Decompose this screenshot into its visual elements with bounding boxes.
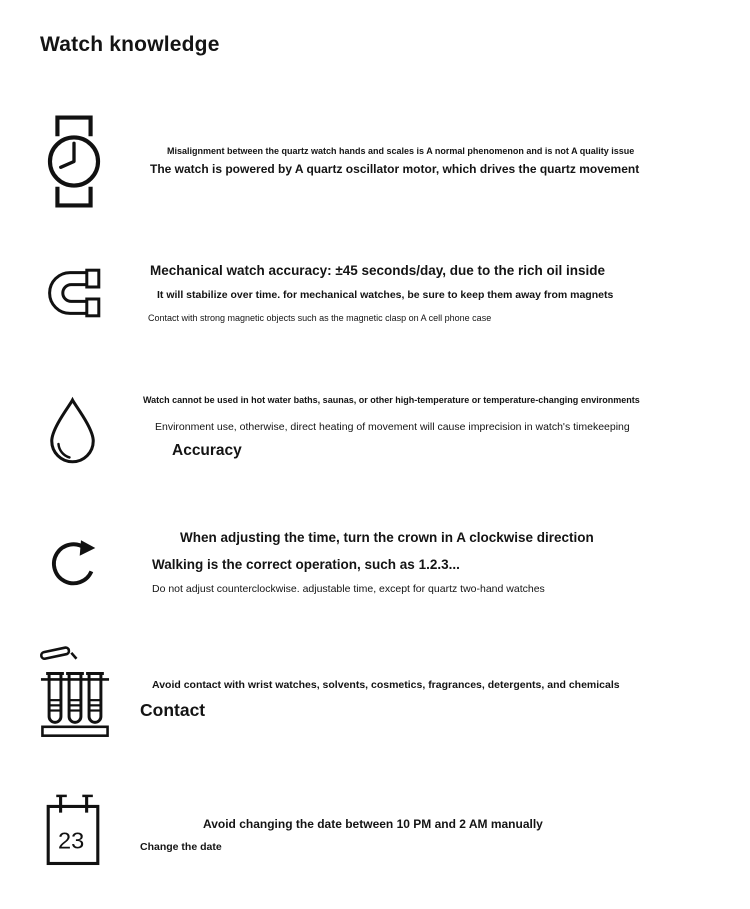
section-chemical-contact [0, 645, 750, 750]
info-line: When adjusting the time, turn the crown in A clockwise direction [180, 530, 594, 545]
section-date-change [0, 790, 750, 880]
magnet-icon [45, 263, 107, 323]
section-quartz-movement [0, 113, 750, 223]
change-date-heading: Change the date [140, 841, 222, 853]
info-line: Avoid contact with wrist watches, solvents, cosmetics, fragrances, detergents, and chemicals [152, 679, 620, 691]
info-line: The watch is powered by A quartz oscillator motor, which drives the quartz movement [150, 162, 640, 177]
accuracy-heading: Accuracy [172, 442, 242, 460]
info-line: It will stabilize over time. for mechanical watches, be sure to keep them away from magnets [157, 288, 614, 301]
contact-heading: Contact [140, 700, 206, 721]
test-tubes-icon [38, 645, 112, 742]
section-text [140, 395, 744, 461]
section-text [140, 530, 744, 596]
page-title: Watch knowledge [40, 33, 220, 56]
section-text [140, 146, 744, 177]
info-line: Avoid changing the date between 10 PM and 2 AM manually [203, 817, 543, 831]
section-temperature [0, 383, 750, 483]
info-line: Walking is the correct operation, such as 1.2.3... [152, 556, 460, 572]
clockwise-arrow-icon [42, 525, 107, 597]
info-line: Watch cannot be used in hot water baths, saunas, or other high-temperature or temperature-changing environments [143, 395, 640, 405]
water-drop-icon [42, 383, 103, 477]
calendar-day: 23 [58, 827, 85, 854]
info-line: Do not adjust counterclockwise. adjustable time, except for quartz two-hand watches [152, 582, 545, 595]
section-magnetism [0, 260, 750, 340]
info-line: Mechanical watch accuracy: ±45 seconds/day, due to the rich oil inside [150, 263, 606, 278]
section-text [140, 263, 744, 324]
section-text [140, 817, 744, 854]
section-text [140, 679, 744, 722]
section-crown-adjustment [0, 523, 750, 608]
info-line: Contact with strong magnetic objects such as the magnetic clasp on A cell phone case [148, 313, 492, 323]
info-line: Misalignment between the quartz watch hands and scales is A normal phenomenon and is not A quality issue [167, 146, 635, 156]
info-line: Environment use, otherwise, direct heating of movement will cause imprecision in watch's timekeeping [155, 421, 630, 434]
watch-icon [45, 113, 103, 210]
calendar-icon [42, 790, 104, 870]
